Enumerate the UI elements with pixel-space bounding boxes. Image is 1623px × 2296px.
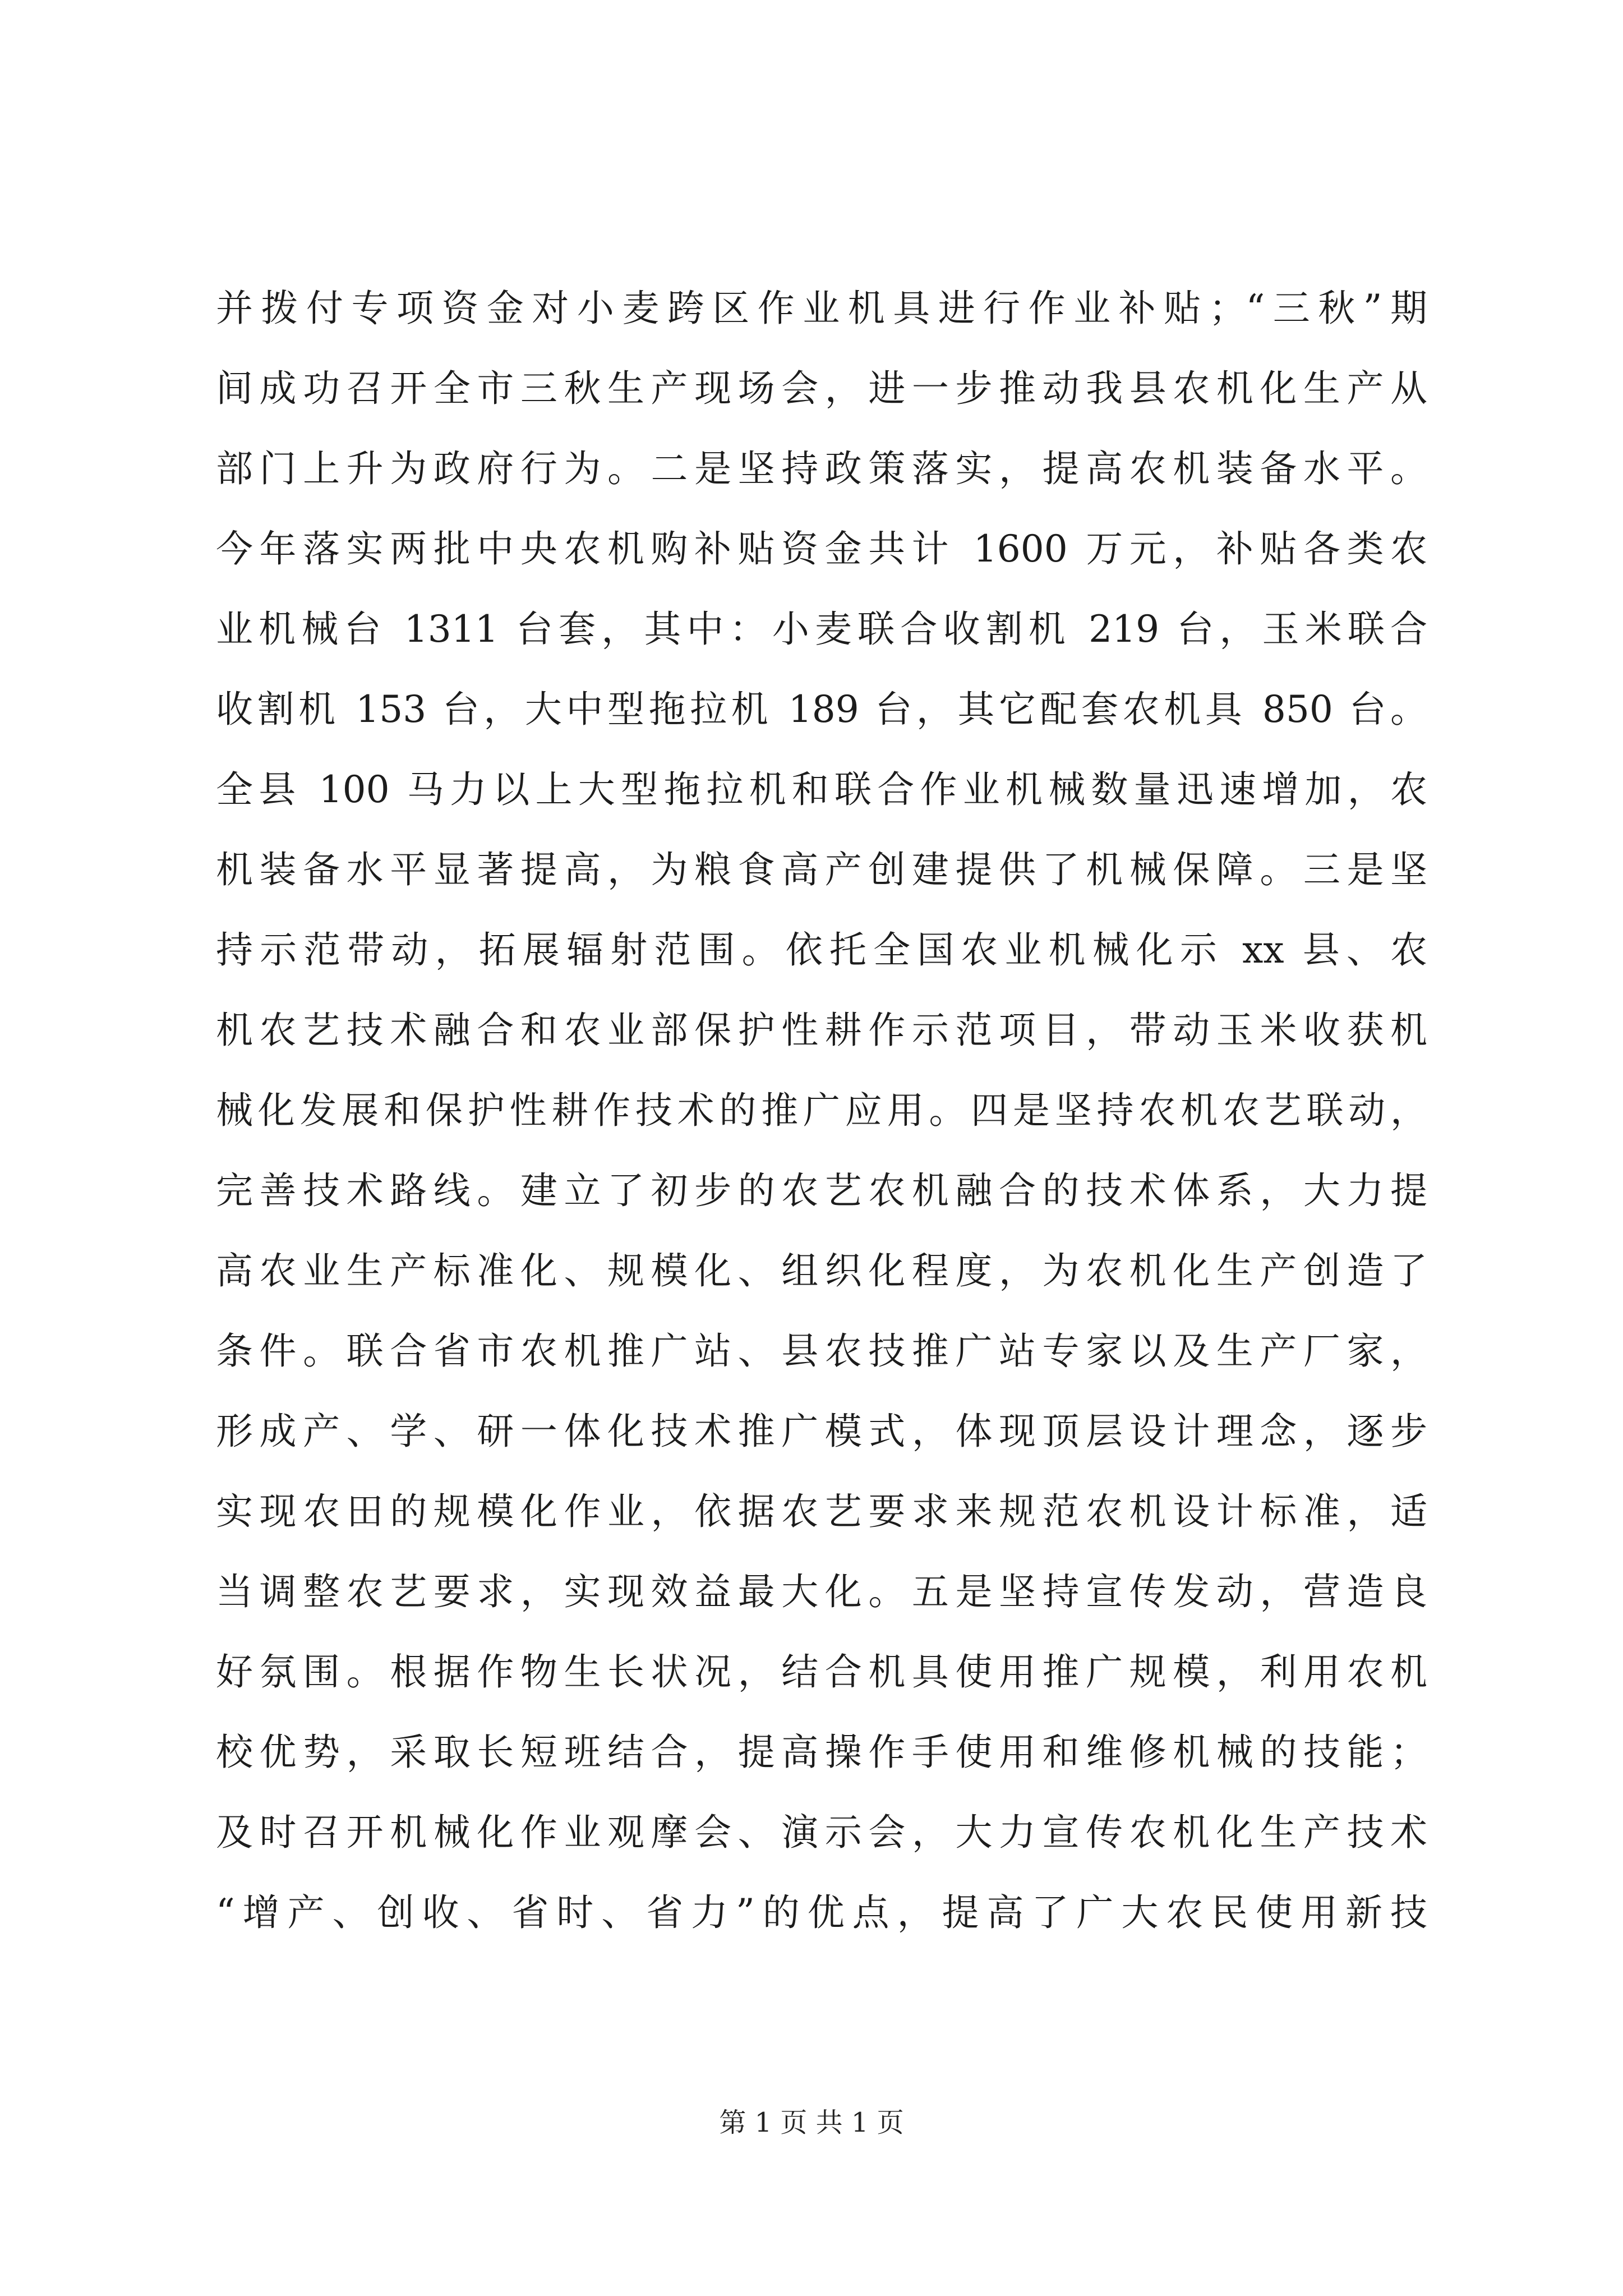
text-line: 机农艺技术融合和农业部保护性耕作示范项目，带动玉米收获机 — [216, 1009, 1427, 1052]
page-number-label: 第 1 页 共 1 页 — [719, 2107, 904, 2138]
text-line: 条件。联合省市农机推广站、县农技推广站专家以及生产厂家， — [216, 1329, 1427, 1373]
text-line: 校优势，采取长短班结合，提高操作手使用和维修机械的技能； — [216, 1731, 1427, 1774]
text-line: 机装备水平显著提高，为粮食高产创建提供了机械保障。三是坚 — [216, 848, 1427, 891]
text-line: 收割机 153 台，大中型拖拉机 189 台，其它配套农机具 850 台。 — [216, 688, 1427, 731]
text-line: 全县 100 马力以上大型拖拉机和联合作业机械数量迅速增加，农 — [216, 768, 1427, 811]
page-footer — [0, 2106, 1623, 2139]
text-line: 形成产、学、研一体化技术推广模式，体现顶层设计理念，逐步 — [216, 1410, 1427, 1453]
text-line: 今年落实两批中央农机购补贴资金共计 1600 万元，补贴各类农 — [216, 527, 1427, 570]
text-line: 实现农田的规模化作业，依据农艺要求来规范农机设计标准，适 — [216, 1490, 1427, 1533]
text-line: 业机械台 1311 台套，其中：小麦联合收割机 219 台，玉米联合 — [216, 608, 1427, 651]
body-text — [216, 268, 1427, 1953]
text-line: 部门上升为政府行为。二是坚持政策落实，提高农机装备水平。 — [216, 447, 1427, 490]
text-line: 持示范带动，拓展辐射范围。依托全国农业机械化示 xx 县、农 — [216, 928, 1427, 972]
text-line: 当调整农艺要求，实现效益最大化。五是坚持宣传发动，营造良 — [216, 1570, 1427, 1613]
text-line: 好氛围。根据作物生长状况，结合机具使用推广规模，利用农机 — [216, 1650, 1427, 1694]
text-line: 及时召开机械化作业观摩会、演示会，大力宣传农机化生产技术 — [216, 1811, 1427, 1854]
text-line: 高农业生产标准化、规模化、组织化程度，为农机化生产创造了 — [216, 1249, 1427, 1292]
text-line: 并拨付专项资金对小麦跨区作业机具进行作业补贴；“三秋”期 — [216, 287, 1427, 330]
text-line: 完善技术路线。建立了初步的农艺农机融合的技术体系，大力提 — [216, 1169, 1427, 1212]
text-line: 械化发展和保护性耕作技术的推广应用。四是坚持农机农艺联动， — [216, 1089, 1427, 1132]
text-line: 间成功召开全市三秋生产现场会，进一步推动我县农机化生产从 — [216, 367, 1427, 410]
text-line: “增产、创收、省时、省力”的优点，提高了广大农民使用新技 — [216, 1891, 1427, 1934]
